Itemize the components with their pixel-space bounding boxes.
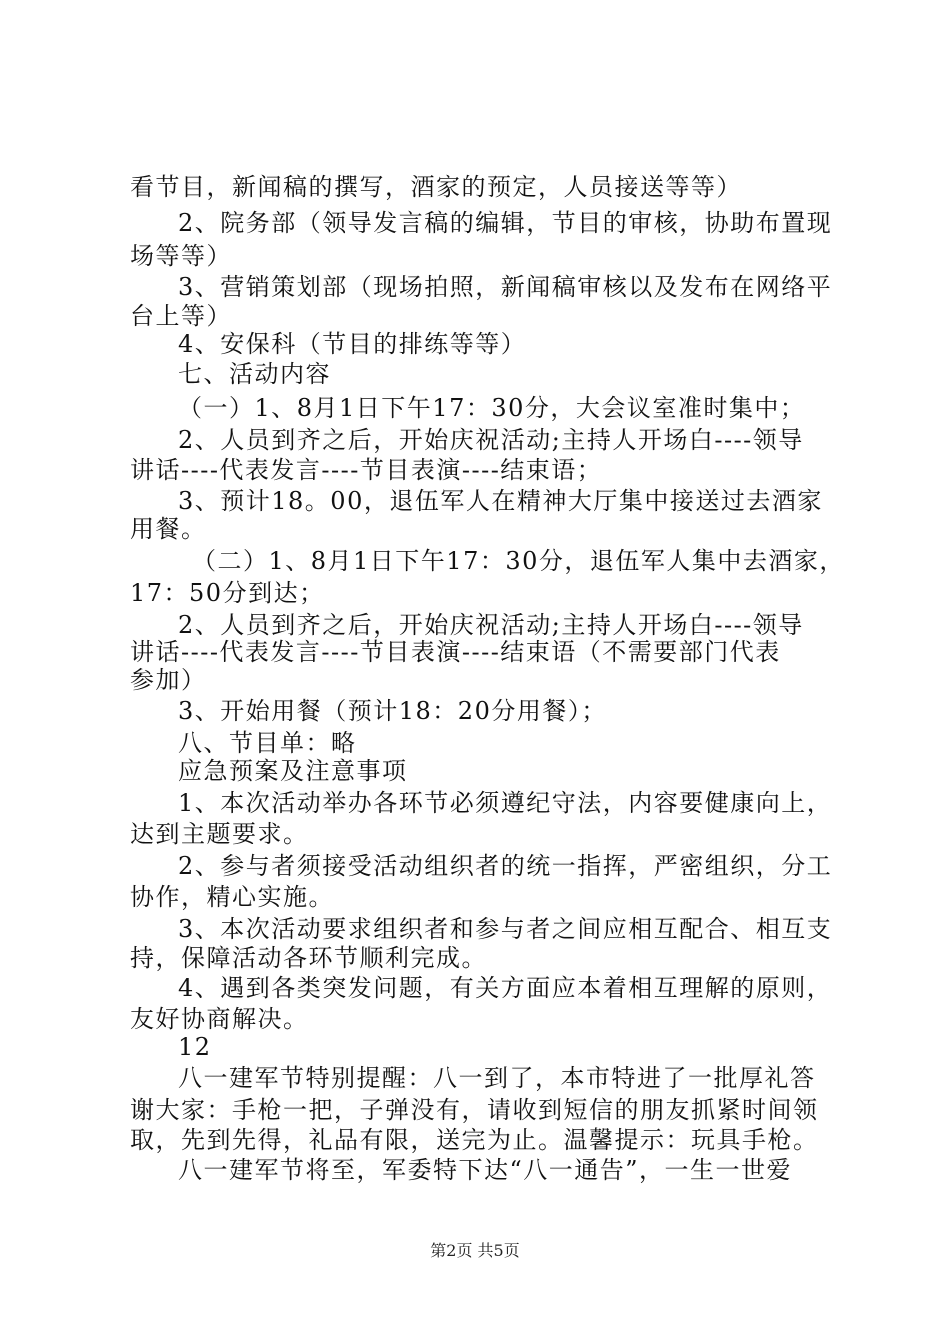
text-line: 4、安保科（节目的排练等等） bbox=[178, 330, 527, 358]
section-heading: 应急预案及注意事项 bbox=[178, 757, 408, 785]
section-heading: 八、节目单：略 bbox=[178, 729, 357, 757]
text-line: 3、本次活动要求组织者和参与者之间应相互配合、相互支 bbox=[178, 915, 833, 943]
text-line: 谢大家：手枪一把，子弹没有，请收到短信的朋友抓紧时间领 bbox=[130, 1096, 819, 1124]
text-line: 2、参与者须接受活动组织者的统一指挥，严密组织，分工 bbox=[178, 852, 833, 880]
text-line: 12 bbox=[178, 1033, 212, 1061]
text-line: 3、开始用餐（预计18：20分用餐）； bbox=[178, 697, 607, 725]
text-line: （一）1、8月1日下午17：30分，大会议室准时集中； bbox=[178, 394, 806, 422]
text-line: 2、院务部（领导发言稿的编辑，节目的审核，协助布置现 bbox=[178, 209, 833, 237]
text-line: 八一建军节将至，军委特下达“八一通告”，一生一世爱 bbox=[178, 1156, 793, 1184]
text-line: 3、营销策划部（现场拍照，新闻稿审核以及发布在网络平 bbox=[178, 273, 833, 301]
page-number-footer: 第2页 共5页 bbox=[430, 1241, 520, 1260]
text-line: 2、人员到齐之后，开始庆祝活动;主持人开场白----领导 bbox=[178, 611, 804, 639]
text-line: 场等等） bbox=[130, 242, 232, 270]
text-line: 达到主题要求。 bbox=[130, 820, 309, 848]
section-heading: 七、活动内容 bbox=[178, 360, 331, 388]
text-line: 看节目，新闻稿的撰写，酒家的预定，人员接送等等） bbox=[130, 173, 742, 201]
text-line: 用餐。 bbox=[130, 515, 207, 543]
text-line: 友好协商解决。 bbox=[130, 1005, 309, 1033]
text-line: 1、本次活动举办各环节必须遵纪守法，内容要健康向上， bbox=[178, 789, 833, 817]
text-line: 持，保障活动各环节顺利完成。 bbox=[130, 944, 487, 972]
text-line: 17：50分到达； bbox=[130, 579, 325, 607]
text-line: 讲话----代表发言----节目表演----结束语； bbox=[130, 456, 603, 484]
text-line: 取，先到先得，礼品有限，送完为止。温馨提示：玩具手枪。 bbox=[130, 1126, 819, 1154]
text-line: 参加） bbox=[130, 666, 207, 694]
text-line: 3、预计18。00，退伍军人在精神大厅集中接送过去酒家 bbox=[178, 487, 823, 515]
text-line: 台上等） bbox=[130, 302, 232, 330]
text-line: 2、人员到齐之后，开始庆祝活动;主持人开场白----领导 bbox=[178, 426, 804, 454]
text-line: 协作，精心实施。 bbox=[130, 883, 334, 911]
text-line: 4、遇到各类突发问题，有关方面应本着相互理解的原则， bbox=[178, 974, 833, 1002]
text-line: （二）1、8月1日下午17：30分，退伍军人集中去酒家， bbox=[192, 547, 845, 575]
text-line: 八一建军节特别提醒：八一到了，本市特进了一批厚礼答 bbox=[178, 1064, 816, 1092]
text-line: 讲话----代表发言----节目表演----结束语（不需要部门代表 bbox=[130, 638, 781, 666]
